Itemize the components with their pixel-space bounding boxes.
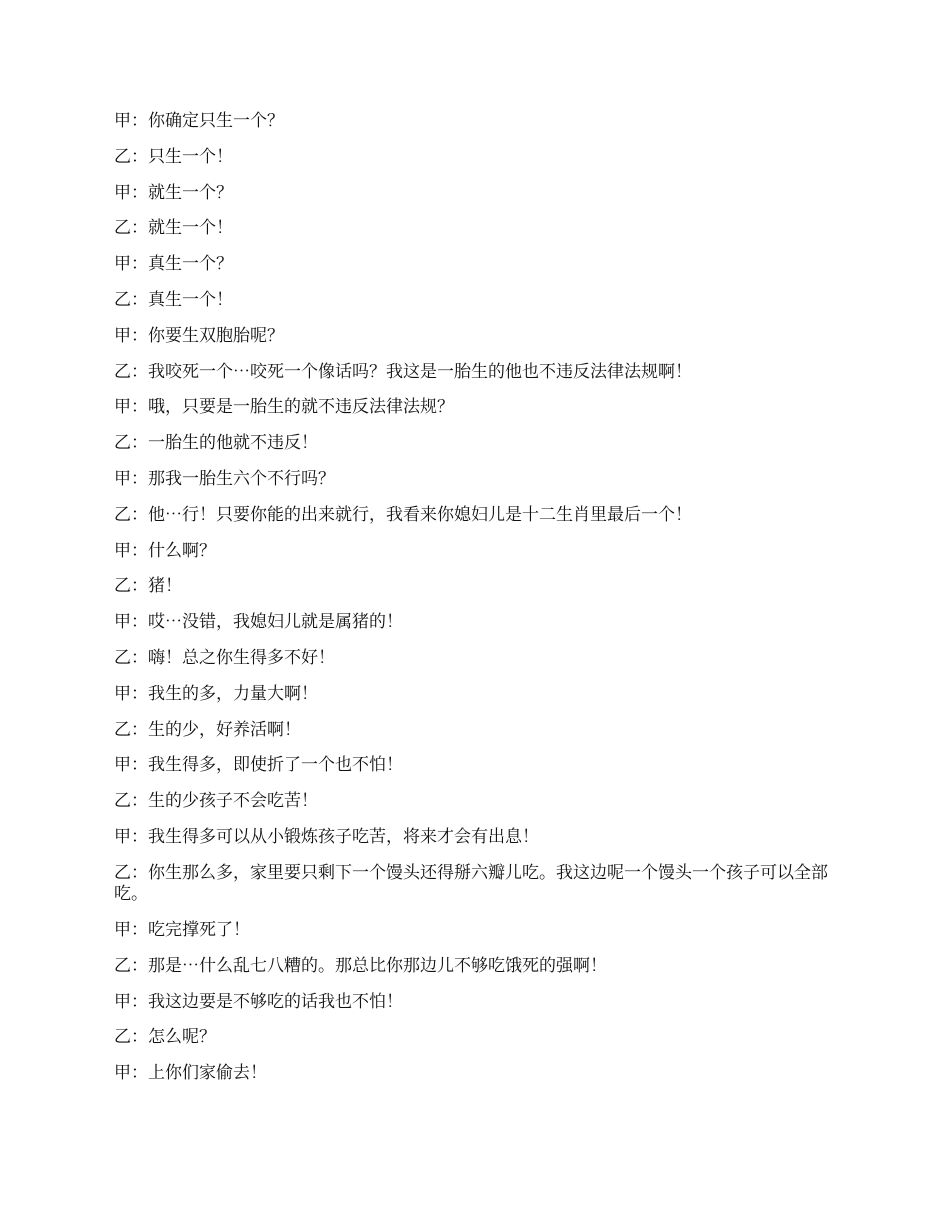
dialogue-line: 乙：那是⋯什么乱七八糟的。那总比你那边儿不够吃饿死的强啊！ xyxy=(114,955,607,976)
dialogue-line: 乙：生的少，好养活啊！ xyxy=(114,719,301,740)
dialogue-line: 乙：我咬死一个⋯咬死一个像话吗？我这是一胎生的他也不违反法律法规啊！ xyxy=(114,361,692,382)
dialogue-line: 甲：哦，只要是一胎生的就不违反法律法规？ xyxy=(114,397,454,418)
dialogue-line: 甲：你要生双胞胎呢？ xyxy=(114,325,284,346)
dialogue-line: 甲：我生得多，即使折了一个也不怕！ xyxy=(114,755,403,776)
dialogue-line: 乙：你生那么多，家里要只剩下一个馒头还得掰六瓣儿吃。我这边呢一个馒头一个孩子可以全部吃。 xyxy=(114,862,828,905)
dialogue-line: 甲：什么啊？ xyxy=(114,540,216,561)
dialogue-line: 乙：他⋯行！只要你能的出来就行，我看来你媳妇儿是十二生肖里最后一个！ xyxy=(114,504,692,525)
dialogue-line: 乙：嗨！总之你生得多不好！ xyxy=(114,647,335,668)
dialogue-line: 甲：那我一胎生六个不行吗？ xyxy=(114,468,335,489)
dialogue-line: 乙：猪！ xyxy=(114,576,182,597)
dialogue-line: 甲：吃完撑死了！ xyxy=(114,920,250,941)
dialogue-line: 乙：怎么呢？ xyxy=(114,1027,216,1048)
dialogue-line: 甲：哎⋯没错，我媳妇儿就是属猪的！ xyxy=(114,612,403,633)
dialogue-line: 甲：上你们家偷去！ xyxy=(114,1063,267,1084)
dialogue-line: 乙：就生一个！ xyxy=(114,218,233,239)
dialogue-line: 甲：真生一个？ xyxy=(114,254,233,275)
dialogue-line: 甲：我生得多可以从小锻炼孩子吃苦，将来才会有出息！ xyxy=(114,826,539,847)
dialogue-line: 乙：真生一个！ xyxy=(114,289,233,310)
dialogue-line: 乙：生的少孩子不会吃苦！ xyxy=(114,791,318,812)
dialogue-text xyxy=(114,111,840,1099)
dialogue-line: 甲：就生一个？ xyxy=(114,182,233,203)
dialogue-line: 甲：你确定只生一个？ xyxy=(114,111,284,131)
dialogue-line: 甲：我生的多，力量大啊！ xyxy=(114,683,318,704)
dialogue-line: 乙：只生一个！ xyxy=(114,146,233,167)
dialogue-line: 甲：我这边要是不够吃的话我也不怕！ xyxy=(114,991,403,1012)
dialogue-line: 乙：一胎生的他就不违反！ xyxy=(114,433,318,454)
